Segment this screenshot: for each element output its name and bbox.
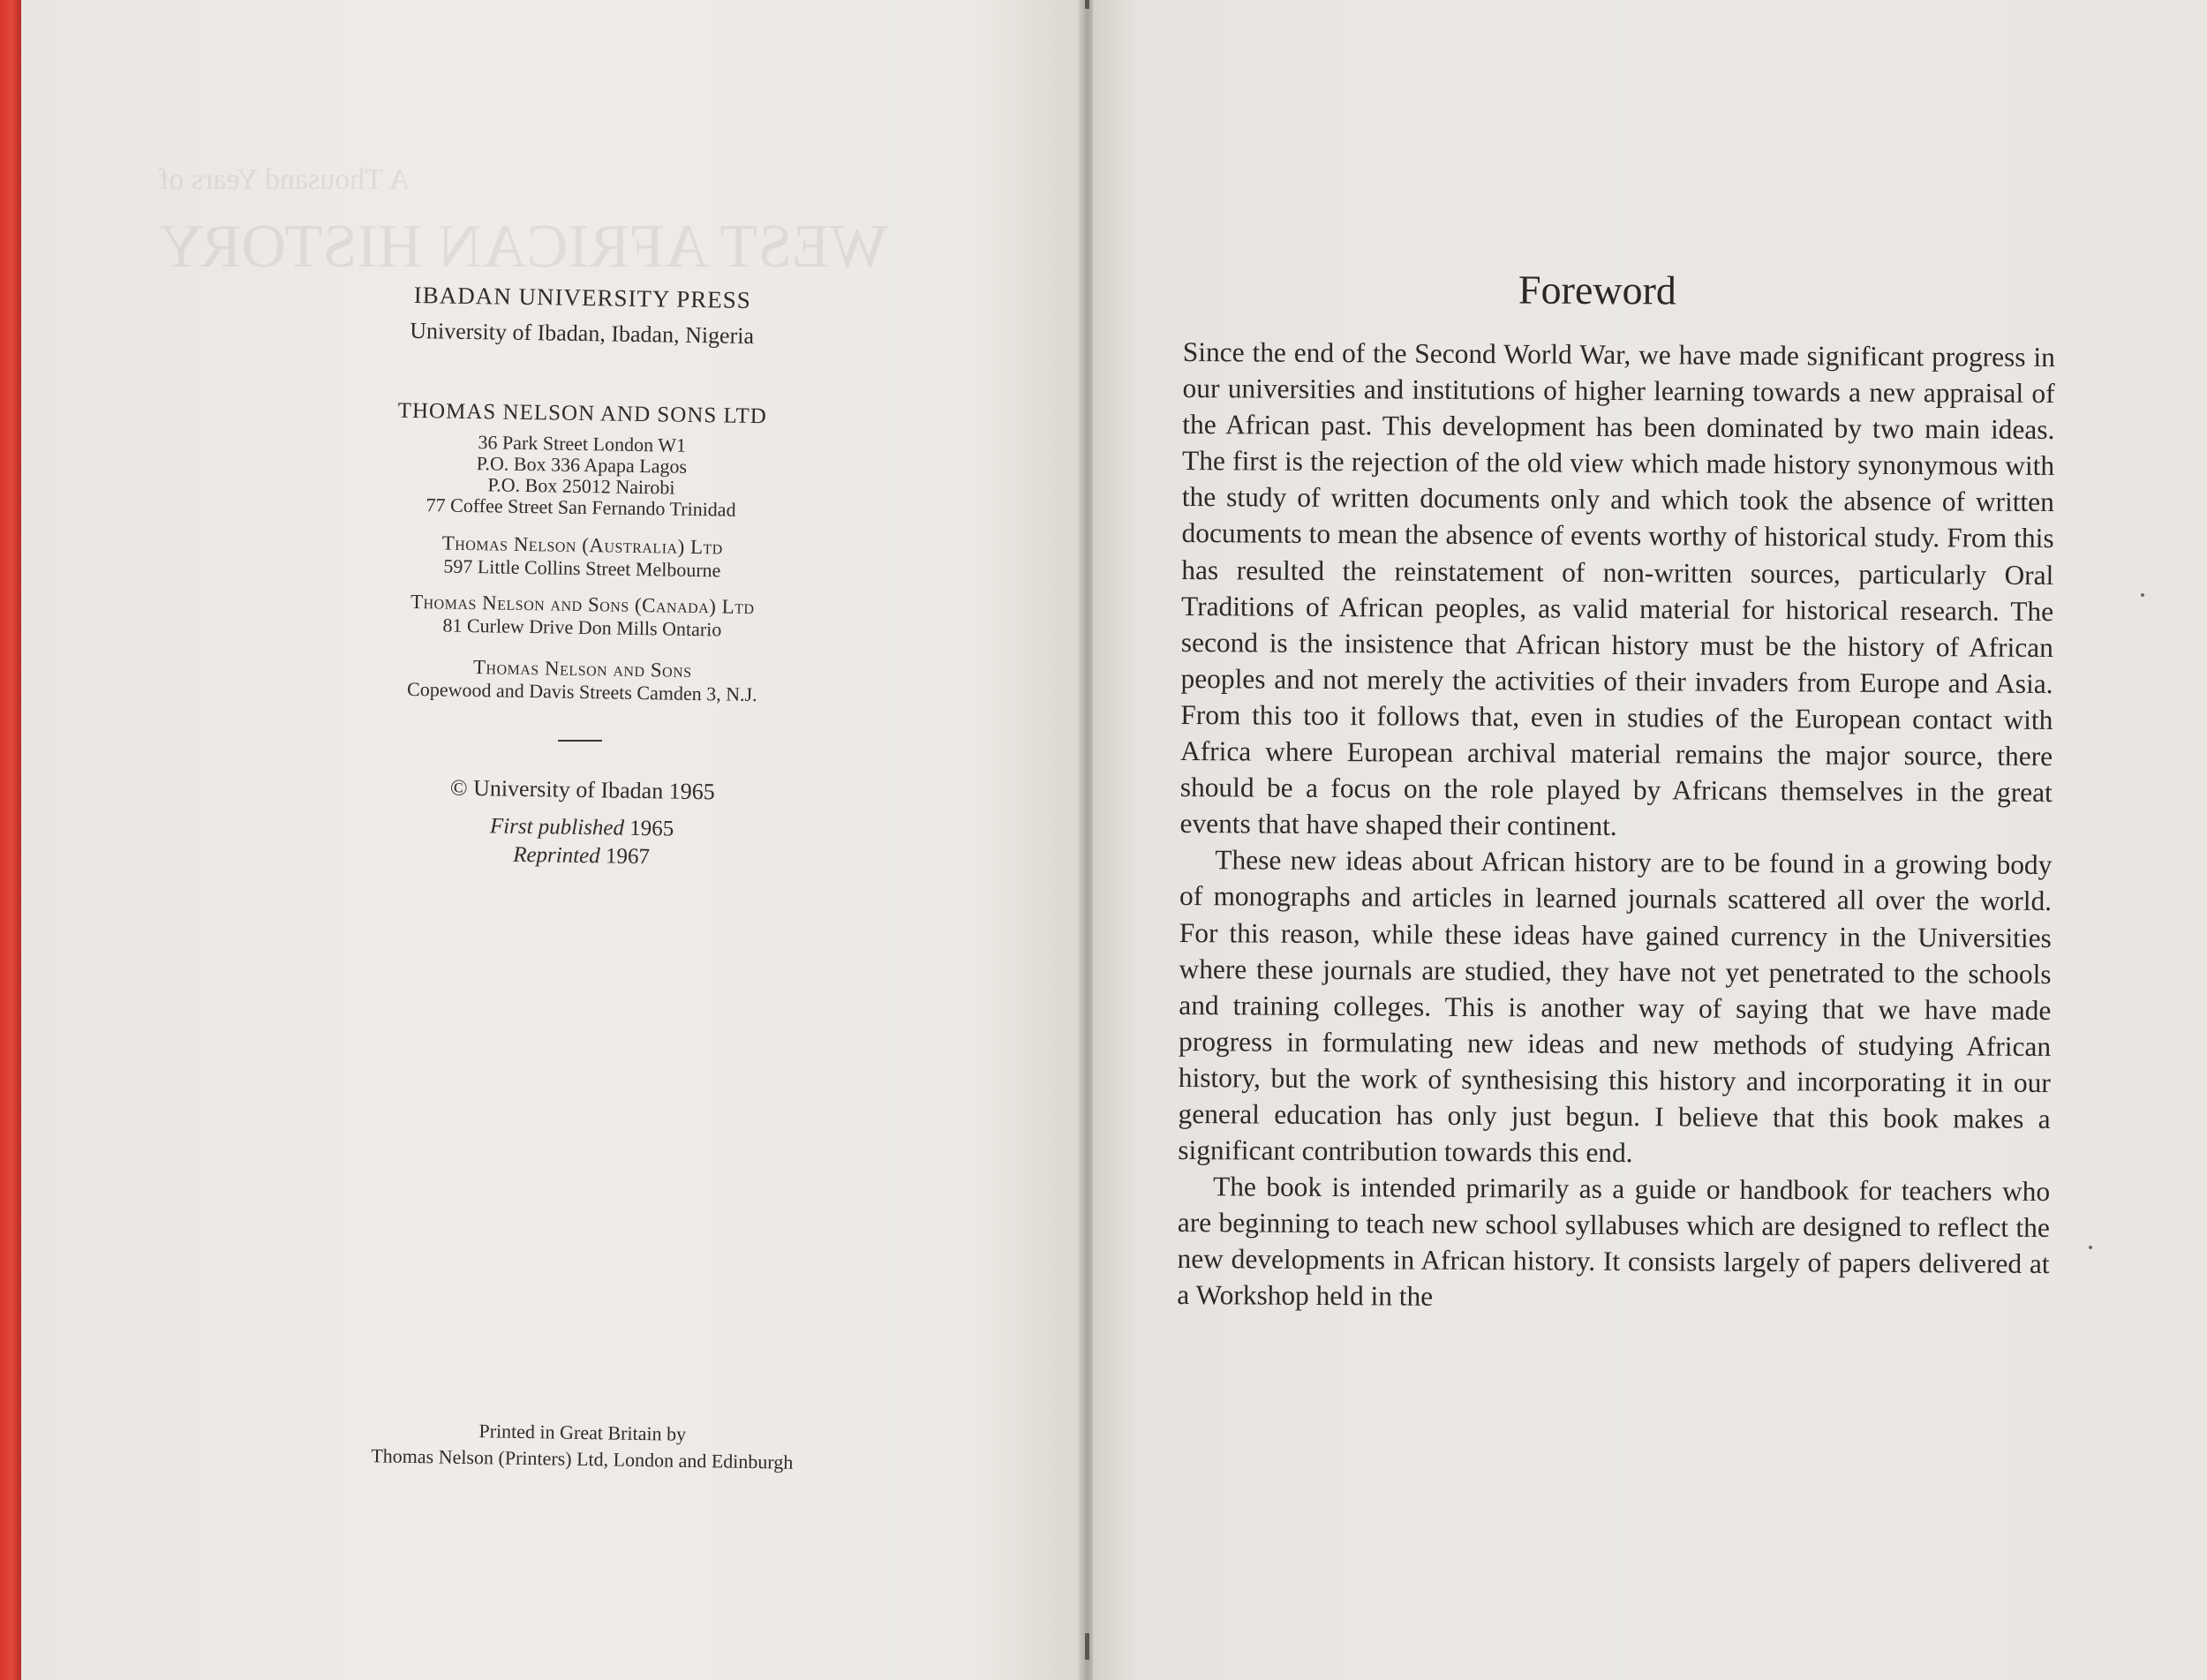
publisher-imprint (334, 398, 830, 523)
press-name: IBADAN UNIVERSITY PRESS (413, 281, 751, 313)
publisher-address-lagos: P.O. Box 336 Apapa Lagos (476, 452, 688, 478)
canada-name: Thomas Nelson and Sons (Canada) Ltd (410, 590, 755, 619)
printer-name: Thomas Nelson (Printers) Ltd, London and Edinburgh (371, 1444, 794, 1473)
publisher-address-london: 36 Park Street London W1 (478, 431, 687, 456)
first-published-year: 1965 (629, 816, 674, 841)
press-imprint (335, 281, 830, 351)
australia-imprint (335, 531, 830, 584)
printer-block (299, 1417, 865, 1475)
copyright-block (334, 773, 830, 873)
reprinted-year: 1967 (605, 844, 651, 870)
foreword-paragraph-2: These new ideas about African history are to be found in a growing body of monographs and articles in learned journals scattered all over the world. For this reason, while these ideas have gained currency in the Universities where these journals are studied, they have not yet penetrated to the schools and training colleges. This is another way of saying that we have made progress in formulating new ideas and new methods of studying African history, but the work of synthesising this history and incorporating it in our general education has only just begun. I believe that this book makes a significant contribution towards this end. (1178, 844, 2053, 1169)
press-location: University of Ibadan, Ibadan, Nigeria (409, 317, 755, 350)
usa-imprint (335, 654, 830, 708)
divider-rule (558, 740, 602, 742)
australia-name: Thomas Nelson (Australia) Ltd (441, 531, 724, 559)
foreword-title: Foreword (1518, 267, 1676, 313)
first-published-line (335, 812, 829, 845)
usa-address: Copewood and Davis Streets Camden 3, N.J. (406, 677, 757, 706)
book-cover-edge (0, 0, 21, 1680)
canada-imprint (335, 590, 830, 644)
first-published-label: First published (489, 814, 625, 840)
paper-speck (2089, 1246, 2092, 1249)
paper-speck (2141, 593, 2144, 597)
publisher-name: THOMAS NELSON AND SONS LTD (397, 398, 768, 429)
usa-name: Thomas Nelson and Sons (472, 656, 692, 682)
foreword-body (1177, 334, 2055, 1319)
australia-address: 597 Little Collins Street Melbourne (443, 554, 721, 582)
show-through-title: A Thousand Years of (159, 163, 411, 196)
foreword-paragraph-1: Since the end of the Second World War, we have made significant progress in our universities and institutions of higher learning towards a new appraisal of the African past. This development has been dominated by two main ideas. The first is the rejection of the old view which made history synonymous with the study of written documents only and which took the absence of written documents to mean the absence of events worthy of historical study. From this has resulted the reinstatement of non-written sources, particularly Oral Traditions of African peoples, as valid material for historical research. The second is the insistence that African history must be the history of African peoples and not merely the activities of their invaders from Europe and Asia. From this too it follows that, even in studies of the European contact with Africa where European archival material remains the major source, there should be a focus on the role played by Africans themselves in the great events that have shaped their continent. (1179, 335, 2055, 842)
printed-in: Printed in Great Britain by (478, 1420, 687, 1445)
binding-stitch (1085, 1633, 1089, 1660)
canada-address: 81 Curlew Drive Don Mills Ontario (442, 614, 722, 641)
publisher-address-trinidad: 77 Coffee Street San Fernando Trinidad (426, 493, 736, 521)
foreword-paragraph-3: The book is intended primarily as a guide or handbook for teachers who are beginning to teach new school syllabuses which are designed to reflect the new developments in African history. It consists largely of papers delivered at a Workshop held in the (1177, 1171, 2051, 1313)
show-through-title-large: WEST AFRICAN HISTORY (159, 213, 888, 281)
publisher-address-nairobi: P.O. Box 25012 Nairobi (487, 473, 675, 499)
reprinted-label: Reprinted (512, 842, 600, 869)
binding-stitch (1085, 0, 1089, 9)
copyright-notice: © University of Ibadan 1965 (449, 774, 715, 805)
